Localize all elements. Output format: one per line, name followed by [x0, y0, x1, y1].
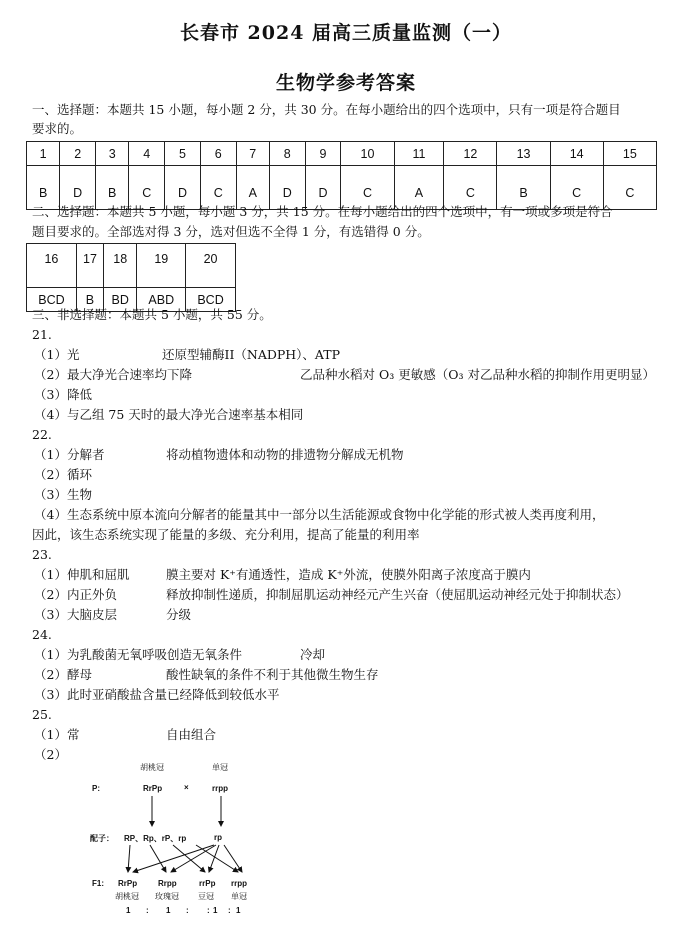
q21-number: 21. — [32, 327, 52, 342]
question-number: 19 — [137, 244, 186, 288]
offspring-phenotype: 单冠 — [231, 892, 247, 901]
question-number: 6 — [200, 142, 236, 166]
answer-cell: B — [96, 166, 129, 210]
answer-cell: D — [165, 166, 201, 210]
offspring-ratio: 1 — [126, 906, 131, 915]
answer-cell: B — [497, 166, 550, 210]
answer-cell: ABD — [137, 288, 186, 312]
section2-heading-cont: 题目要求的。全部选对得 3 分，选对但选不全得 1 分，有选错得 0 分。 — [32, 224, 430, 239]
arrow-rp2-rrpp — [224, 845, 242, 872]
answer-cell: C — [550, 166, 603, 210]
offspring-genotype: Rrpp — [158, 879, 177, 888]
question-number: 4 — [129, 142, 165, 166]
answer-cell: C — [129, 166, 165, 210]
offspring-genotype: rrPp — [199, 879, 216, 888]
question-number: 15 — [603, 142, 656, 166]
parent2-gamete: rp — [214, 833, 222, 842]
q23-number: 23. — [32, 547, 52, 562]
q25-answer-1a: （1）常 — [34, 727, 80, 742]
q23-answer-1a: （1）伸肌和屈肌 — [34, 567, 130, 582]
question-number: 5 — [165, 142, 201, 166]
section1-heading: 一、选择题：本题共 15 小题，每小题 2 分，共 30 分。在每小题给出的四个选项中，只有一项是符合题目 — [32, 102, 621, 117]
arrow-rp2-RrPp — [133, 845, 214, 872]
q22-answer-4b: 因此，该生态系统实现了能量的多级、充分利用，提高了能量的利用率 — [32, 527, 420, 542]
q22-number: 22. — [32, 427, 52, 442]
question-number: 18 — [104, 244, 137, 288]
q22-answer-1a: （1）分解者 — [34, 447, 105, 462]
arrow-RP-offspring — [128, 845, 130, 872]
q21-answer-1a: （1）光 — [34, 347, 80, 362]
cross-symbol: × — [184, 783, 189, 792]
q23-answer-2a: （2）内正外负 — [34, 587, 117, 602]
ratio-separator: : — [146, 906, 149, 915]
answer-cell: D — [269, 166, 305, 210]
answer-cell: D — [305, 166, 341, 210]
q23-answer-3a: （3）大脑皮层 — [34, 607, 117, 622]
question-number: 11 — [394, 142, 444, 166]
answer-cell: B — [76, 288, 103, 312]
q21-answer-3: （3）降低 — [34, 387, 92, 402]
question-number: 1 — [27, 142, 60, 166]
parent1-genotype: RrPp — [143, 784, 163, 793]
question-number: 8 — [269, 142, 305, 166]
question-number: 17 — [76, 244, 103, 288]
gamete-label: 配子： — [90, 834, 114, 843]
offspring-genotype: RrPp — [118, 879, 138, 888]
q24-answer-1b: 冷却 — [300, 647, 326, 662]
f1-generation-label: F1: — [92, 879, 104, 888]
q22-answer-3: （3）生物 — [34, 487, 92, 502]
q23-answer-1b: 膜主要对 K⁺有通透性，造成 K⁺外流，使膜外阳离子浓度高于膜内 — [166, 567, 531, 582]
question-number: 13 — [497, 142, 550, 166]
question-number: 2 — [60, 142, 96, 166]
q23-answer-3b: 分级 — [166, 607, 192, 622]
question-number: 16 — [27, 244, 77, 288]
arrow-Rp-offspring — [150, 845, 166, 872]
question-number: 12 — [444, 142, 497, 166]
q24-answer-2a: （2）酵母 — [34, 667, 92, 682]
question-number: 14 — [550, 142, 603, 166]
offspring-ratio: 1 — [236, 906, 241, 915]
section2-heading: 二、选择题：本题共 5 小题，每小题 3 分，共 15 分。在每小题给出的四个选项中，有一项或多项是符合 — [32, 204, 613, 219]
q24-answer-2b: 酸性缺氧的条件不利于其他微生物生存 — [166, 667, 379, 682]
offspring-ratio: 1 — [166, 906, 171, 915]
question-number: 20 — [186, 244, 236, 288]
q22-answer-1b: 将动植物遗体和动物的排遗物分解成无机物 — [166, 447, 404, 462]
offspring-ratio: 1 — [213, 906, 218, 915]
q21-answer-1b: 还原型辅酶II（NADPH）、ATP — [162, 347, 341, 362]
parent1-phenotype: 胡桃冠 — [140, 763, 164, 772]
offspring-phenotype: 豆冠 — [198, 892, 214, 901]
question-number: 3 — [96, 142, 129, 166]
offspring-genotype: rrpp — [231, 879, 247, 888]
q21-answer-2a: （2）最大净光合速率均下降 — [34, 367, 192, 382]
parent1-gametes: RP、Rp、rP、rp — [124, 834, 187, 843]
q25-answer-2: （2） — [34, 747, 67, 762]
answer-cell: C — [341, 166, 394, 210]
answer-cell: A — [394, 166, 444, 210]
question-number: 7 — [236, 142, 269, 166]
parent2-genotype: rrpp — [212, 784, 228, 793]
section3-heading: 三、非选择题：本题共 5 小题，共 55 分。 — [32, 307, 272, 322]
answer-cell: A — [236, 166, 269, 210]
answer-cell: BCD — [27, 288, 77, 312]
q22-answer-4a: （4）生态系统中原本流向分解者的能量其中一部分以生活能源或食物中化学能的形式被人类再度利用， — [34, 507, 605, 522]
q24-answer-3: （3）此时亚硝酸盐含量已经降低到较低水平 — [34, 687, 280, 702]
offspring-phenotype: 玫瑰冠 — [155, 892, 179, 901]
q21-answer-4: （4）与乙组 75 天时的最大净光合速率基本相同 — [34, 407, 304, 422]
answer-cell: C — [603, 166, 656, 210]
q25-answer-1b: 自由组合 — [166, 727, 217, 742]
q24-answer-1a: （1）为乳酸菌无氧呼吸创造无氧条件 — [34, 647, 242, 662]
offspring-phenotype: 胡桃冠 — [115, 892, 139, 901]
document-subtitle: 生物学参考答案 — [275, 72, 416, 94]
answer-cell: BCD — [186, 288, 236, 312]
ratio-separator: : — [207, 906, 210, 915]
question-number: 9 — [305, 142, 341, 166]
ratio-separator: : — [228, 906, 231, 915]
answer-cell: C — [200, 166, 236, 210]
answer-cell: D — [60, 166, 96, 210]
q24-number: 24. — [32, 627, 52, 642]
q22-answer-2: （2）循环 — [34, 467, 92, 482]
p-generation-label: P: — [92, 784, 100, 793]
answer-cell: BD — [104, 288, 137, 312]
section1-heading-cont: 要求的。 — [32, 121, 83, 136]
document-title: 长春市 2024 届高三质量监测（一） — [179, 22, 513, 44]
parent2-phenotype: 单冠 — [212, 763, 228, 772]
ratio-separator: : — [186, 906, 189, 915]
q21-answer-2b: 乙品种水稻对 O₃ 更敏感（O₃ 对乙品种水稻的抑制作用更明显） — [300, 367, 655, 382]
answer-cell: C — [444, 166, 497, 210]
q23-answer-2b: 释放抑制性递质，抑制屈肌运动神经元产生兴奋（使屈肌运动神经元处于抑制状态） — [166, 587, 629, 602]
q25-number: 25. — [32, 707, 52, 722]
question-number: 10 — [341, 142, 394, 166]
answer-cell: B — [27, 166, 60, 210]
